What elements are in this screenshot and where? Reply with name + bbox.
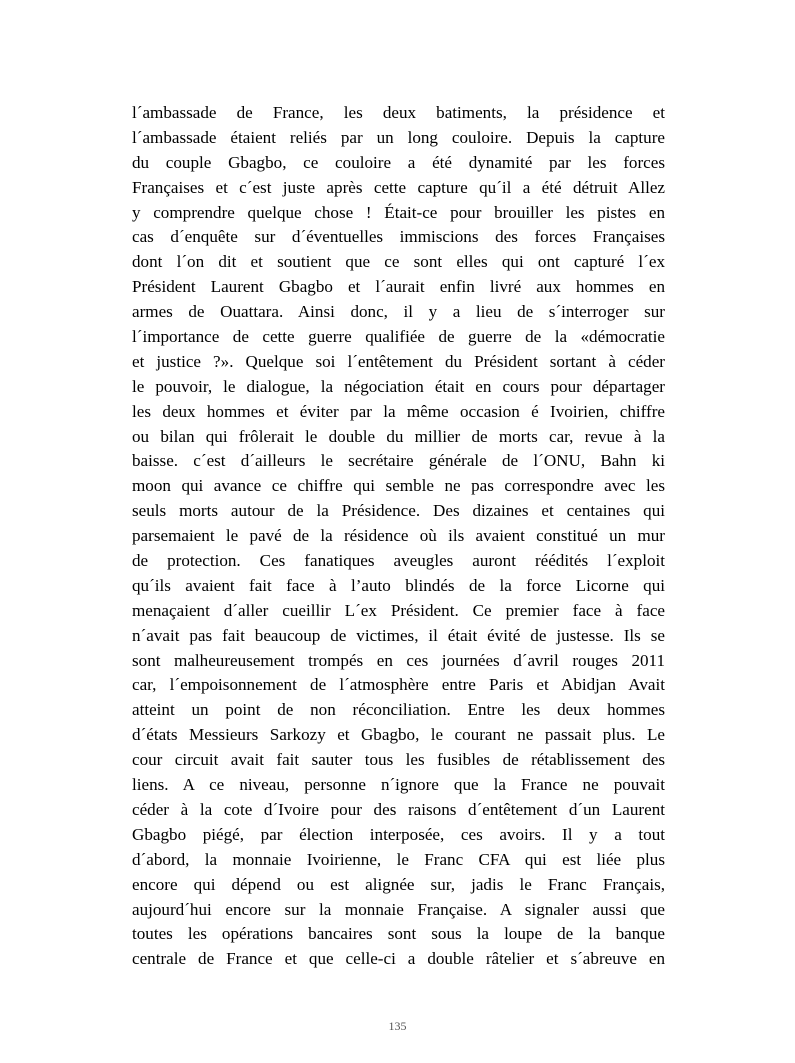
text-line: l´ambassade de France, les deux batiments, la présidence et bbox=[132, 103, 665, 122]
text-line: le pouvoir, le dialogue, la négociation était en cours pour départager bbox=[132, 376, 665, 396]
text-line: menaçaient d´aller cueillir L´ex Président. Ce premier face à face bbox=[132, 600, 665, 620]
text-line: les deux hommes et éviter par la même occasion é Ivoirien, chiffre bbox=[132, 401, 665, 421]
text-line: sont malheureusement trompés en ces journées d´avril rouges 2011 bbox=[132, 650, 665, 670]
text-line: baisse. c´est d´ailleurs le secrétaire générale de l´ONU, Bahn ki bbox=[132, 451, 665, 471]
text-line: car, l´empoisonnement de l´atmosphère entre Paris et Abidjan Avait bbox=[132, 675, 665, 695]
text-line: Gbagbo piégé, par élection interposée, ces avoirs. Il y a tout bbox=[132, 824, 665, 844]
text-line: qu´ils avaient fait face à l’auto blindés de la force Licorne qui bbox=[132, 575, 665, 595]
text-line: armes de Ouattara. Ainsi donc, il y a lieu de s´interroger sur bbox=[132, 302, 665, 322]
text-line: y comprendre quelque chose ! Était-ce pour brouiller les pistes en bbox=[132, 202, 665, 222]
text-line: seuls morts autour de la Présidence. Des dizaines et centaines qui bbox=[132, 501, 665, 521]
text-line: Président Laurent Gbagbo et l´aurait enfin livré aux hommes en bbox=[132, 277, 665, 297]
text-line: centrale de France et que celle-ci a double râtelier et s´abreuve en bbox=[132, 949, 665, 969]
text-line: et justice ?». Quelque soi l´entêtement du Président sortant à céder bbox=[132, 351, 665, 371]
text-line: aujourd´hui encore sur la monnaie Française. A signaler aussi que bbox=[132, 899, 665, 919]
text-line: d´états Messieurs Sarkozy et Gbagbo, le courant ne passait plus. Le bbox=[132, 725, 665, 745]
text-line: cas d´enquête sur d´éventuelles immiscions des forces Françaises bbox=[132, 227, 665, 247]
text-line: parsemaient le pavé de la résidence où ils avaient constitué un mur bbox=[132, 526, 665, 546]
text-line: moon qui avance ce chiffre qui semble ne pas correspondre avec les bbox=[132, 476, 665, 496]
text-line: atteint un point de non réconciliation. Entre les deux hommes bbox=[132, 700, 665, 720]
text-line: céder à la cote d´Ivoire pour des raisons d´entêtement d´un Laurent bbox=[132, 799, 665, 819]
text-line: ou bilan qui frôlerait le double du millier de morts car, revue à la bbox=[132, 426, 665, 446]
text-line: encore qui dépend ou est alignée sur, jadis le Franc Français, bbox=[132, 874, 665, 894]
body-text bbox=[132, 101, 665, 972]
text-line: toutes les opérations bancaires sont sous la loupe de la banque bbox=[132, 924, 665, 944]
text-line: d´abord, la monnaie Ivoirienne, le Franc CFA qui est liée plus bbox=[132, 849, 665, 869]
text-line: l´importance de cette guerre qualifiée de guerre de la «démocratie bbox=[132, 327, 665, 347]
text-line: du couple Gbagbo, ce couloire a été dynamité par les forces bbox=[132, 152, 665, 172]
text-line: l´ambassade étaient reliés par un long couloire. Depuis la capture bbox=[132, 127, 665, 147]
text-line: n´avait pas fait beaucoup de victimes, il était évité de justesse. Ils se bbox=[132, 625, 665, 645]
text-line: cour circuit avait fait sauter tous les fusibles de rétablissement des bbox=[132, 750, 665, 770]
text-line: Françaises et c´est juste après cette capture qu´il a été détruit Allez bbox=[132, 177, 665, 197]
text-line: liens. A ce niveau, personne n´ignore que la France ne pouvait bbox=[132, 775, 665, 795]
text-line: dont l´on dit et soutient que ce sont elles qui ont capturé l´ex bbox=[132, 252, 665, 272]
page-number: 135 bbox=[388, 1019, 407, 1033]
text-line: de protection. Ces fanatiques aveugles auront réédités l´exploit bbox=[132, 551, 665, 571]
